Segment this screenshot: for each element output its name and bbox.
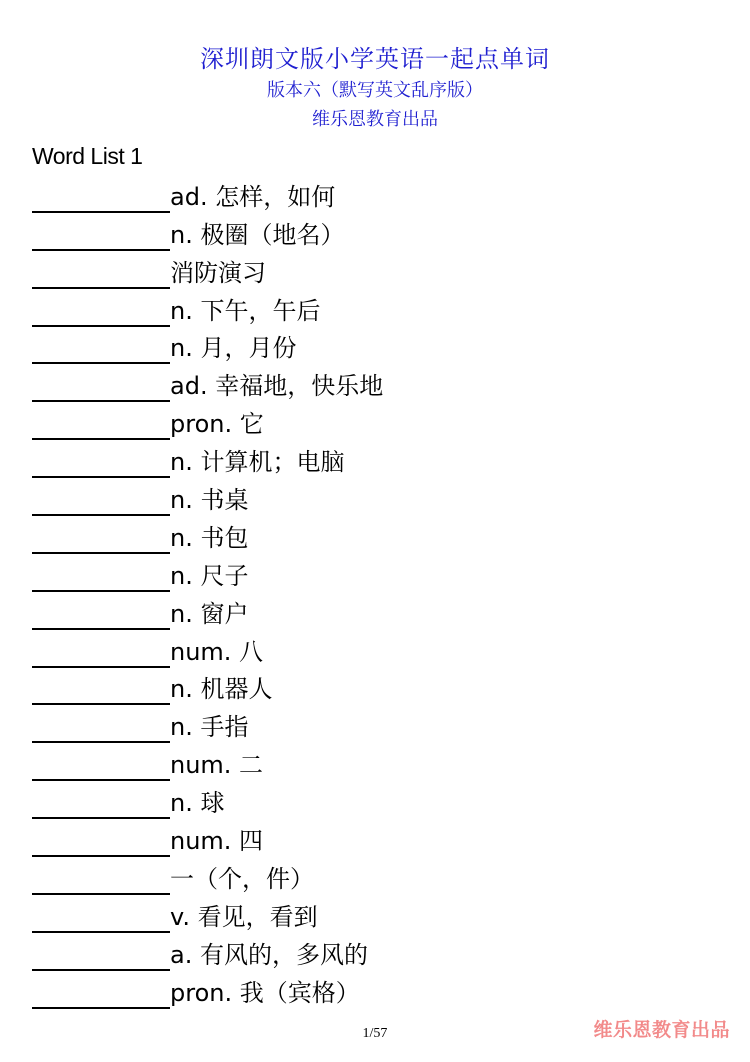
word-row [32, 402, 722, 440]
word-row [32, 289, 722, 327]
word-row [32, 478, 722, 516]
answer-blank[interactable] [32, 638, 170, 668]
answer-blank[interactable] [32, 979, 170, 1009]
answer-blank[interactable] [32, 448, 170, 478]
answer-blank[interactable] [32, 789, 170, 819]
answer-blank[interactable] [32, 183, 170, 213]
answer-blank[interactable] [32, 486, 170, 516]
word-meaning: n. 球 [170, 789, 225, 818]
word-meaning: n. 窗户 [170, 599, 249, 628]
answer-blank[interactable] [32, 297, 170, 327]
word-meaning: num. 四 [170, 827, 264, 856]
word-row [32, 781, 722, 819]
word-row [32, 175, 722, 213]
word-meaning: v. 看见，看到 [170, 902, 318, 931]
answer-blank[interactable] [32, 562, 170, 592]
answer-blank[interactable] [32, 713, 170, 743]
word-meaning: n. 计算机；电脑 [170, 448, 345, 477]
answer-blank[interactable] [32, 334, 170, 364]
word-row [32, 971, 722, 1009]
answer-blank[interactable] [32, 259, 170, 289]
word-row [32, 933, 722, 971]
word-row [32, 213, 722, 251]
word-row [32, 857, 722, 895]
word-meaning: n. 极圈（地名） [170, 220, 345, 249]
word-meaning: num. 二 [170, 751, 264, 780]
answer-blank[interactable] [32, 372, 170, 402]
word-row [32, 705, 722, 743]
word-list [32, 175, 722, 1009]
word-meaning: pron. 我（宾格） [170, 978, 360, 1007]
word-meaning: n. 书包 [170, 523, 249, 552]
answer-blank[interactable] [32, 410, 170, 440]
answer-blank[interactable] [32, 751, 170, 781]
word-row [32, 364, 722, 402]
watermark-logo: 维乐恩教育出品 [593, 1019, 730, 1041]
answer-blank[interactable] [32, 524, 170, 554]
word-row [32, 819, 722, 857]
answer-blank[interactable] [32, 221, 170, 251]
word-row [32, 327, 722, 365]
word-meaning: n. 下午，午后 [170, 296, 321, 325]
answer-blank[interactable] [32, 903, 170, 933]
document-title: 深圳朗文版小学英语一起点单词 [200, 45, 550, 73]
answer-blank[interactable] [32, 675, 170, 705]
word-row [32, 592, 722, 630]
word-meaning: n. 手指 [170, 713, 249, 742]
answer-blank[interactable] [32, 827, 170, 857]
answer-blank[interactable] [32, 865, 170, 895]
publisher-credit: 维乐恩教育出品 [312, 109, 438, 130]
answer-blank[interactable] [32, 941, 170, 971]
word-row [32, 630, 722, 668]
word-meaning: n. 月，月份 [170, 334, 297, 363]
word-meaning: a. 有风的，多风的 [170, 940, 368, 969]
word-row [32, 440, 722, 478]
word-row [32, 743, 722, 781]
document-subtitle: 版本六（默写英文乱序版） [267, 80, 483, 101]
word-meaning: pron. 它 [170, 410, 264, 439]
page-number: 1/57 [362, 1026, 388, 1041]
word-meaning: num. 八 [170, 637, 264, 666]
word-row [32, 668, 722, 706]
word-row [32, 251, 722, 289]
section-title: Word List 1 [32, 143, 143, 169]
answer-blank[interactable] [32, 600, 170, 630]
word-meaning: ad. 怎样，如何 [170, 182, 336, 211]
word-meaning: ad. 幸福地，快乐地 [170, 372, 384, 401]
word-meaning: n. 书桌 [170, 486, 249, 515]
word-meaning: 一（个，件） [170, 864, 314, 893]
word-meaning: 消防演习 [170, 258, 266, 287]
word-row [32, 895, 722, 933]
word-row [32, 516, 722, 554]
word-row [32, 554, 722, 592]
word-meaning: n. 机器人 [170, 675, 273, 704]
word-meaning: n. 尺子 [170, 561, 249, 590]
